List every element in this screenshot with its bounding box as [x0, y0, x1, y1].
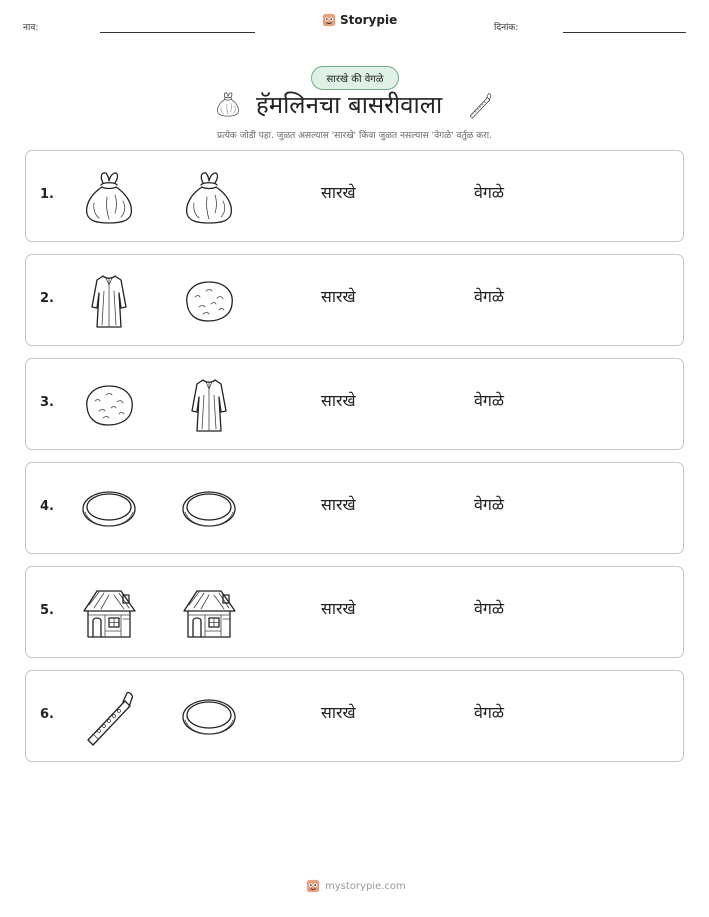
activity-badge: सारखे की वेगळे: [311, 66, 399, 90]
title-row: [0, 86, 709, 126]
storypie-logo-icon: [322, 13, 336, 27]
footer-url: mystorypie.com: [325, 880, 406, 892]
instructions: प्रत्येक जोडी पहा. जुळत असल्यास 'सारखे' किंवा जुळत नसल्यास 'वेगळे' वर्तुळ करा.: [216, 131, 492, 141]
brand-name: Storypie: [340, 13, 398, 27]
page-title: हॅमलिनचा बासरीवाला: [256, 91, 443, 119]
sack-icon: [79, 167, 139, 227]
coin-icon: [79, 479, 139, 539]
sack-icon: [214, 89, 242, 119]
bread-icon: [79, 375, 139, 435]
coin-icon: [179, 479, 239, 539]
question-number: 6.: [40, 707, 54, 722]
different-option[interactable]: वेगळे: [474, 287, 505, 306]
same-option[interactable]: सारखे: [321, 183, 356, 202]
robe-icon: [79, 271, 139, 331]
question-number: 3.: [40, 395, 54, 410]
flute-icon: [466, 90, 494, 120]
different-option[interactable]: वेगळे: [474, 599, 505, 618]
same-option[interactable]: सारखे: [321, 391, 356, 410]
date-line[interactable]: [563, 32, 686, 33]
sack-icon: [179, 167, 239, 227]
storypie-logo-icon: [306, 879, 320, 893]
house-icon: [179, 583, 239, 643]
same-option[interactable]: सारखे: [321, 287, 356, 306]
name-label: नाव:: [23, 23, 39, 33]
question-number: 4.: [40, 499, 54, 514]
question-row-1: [25, 150, 684, 242]
question-row-3: [25, 358, 684, 450]
different-option[interactable]: वेगळे: [474, 183, 505, 202]
different-option[interactable]: वेगळे: [474, 703, 505, 722]
question-row-4: [25, 462, 684, 554]
different-option[interactable]: वेगळे: [474, 495, 505, 514]
flute-icon: [79, 687, 139, 747]
different-option[interactable]: वेगळे: [474, 391, 505, 410]
same-option[interactable]: सारखे: [321, 495, 356, 514]
coin-icon: [179, 687, 239, 747]
robe-icon: [179, 375, 239, 435]
name-line[interactable]: [100, 32, 255, 33]
question-number: 1.: [40, 187, 54, 202]
question-number: 5.: [40, 603, 54, 618]
brand: [322, 13, 397, 27]
same-option[interactable]: सारखे: [321, 703, 356, 722]
footer: [306, 879, 406, 893]
question-number: 2.: [40, 291, 54, 306]
question-row-6: [25, 670, 684, 762]
date-label: दिनांक:: [494, 23, 519, 33]
bread-icon: [179, 271, 239, 331]
question-row-2: [25, 254, 684, 346]
house-icon: [79, 583, 139, 643]
question-row-5: [25, 566, 684, 658]
same-option[interactable]: सारखे: [321, 599, 356, 618]
